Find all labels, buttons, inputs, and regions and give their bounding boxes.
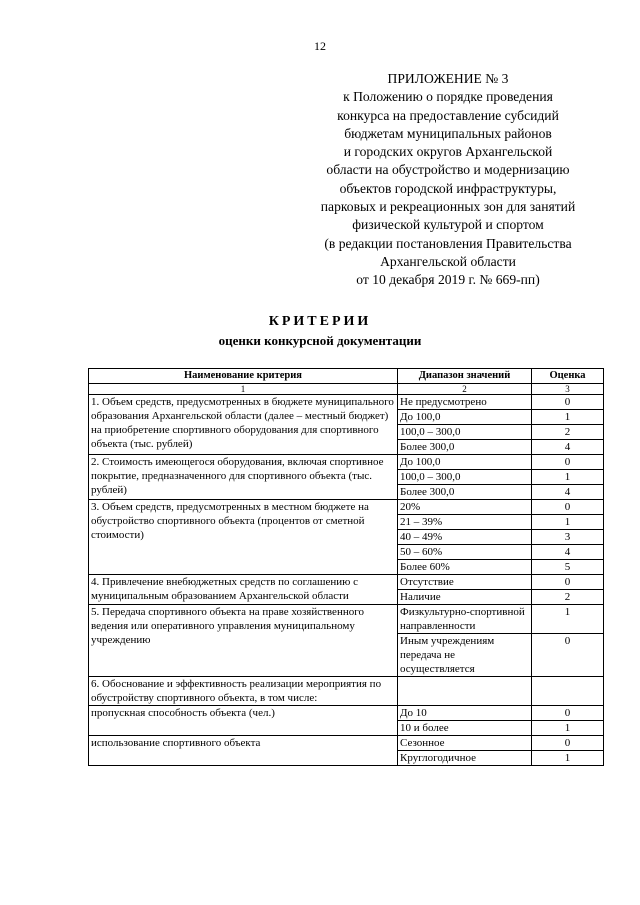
score: 0	[532, 736, 604, 751]
criterion-name: 2. Стоимость имеющегося оборудования, включая спортивное покрытие, предназначенного для спортивного объекта (тыс. рублей)	[89, 455, 398, 500]
value-range: 20%	[398, 500, 532, 515]
appendix-line: и городских округов Архангельской	[343, 144, 553, 160]
score: 4	[532, 485, 604, 500]
appendix-line: от 10 декабря 2019 г. № 669-пп)	[356, 272, 540, 288]
criterion-name: 5. Передача спортивного объекта на праве хозяйственного ведения или оперативного управления муниципальному учреждению	[89, 605, 398, 677]
score: 0	[532, 500, 604, 515]
column-number-row	[89, 384, 604, 395]
value-range: Отсутствие	[398, 575, 532, 590]
table-row	[89, 395, 604, 410]
score: 2	[532, 425, 604, 440]
document-subtitle: оценки конкурсной документации	[218, 333, 422, 348]
value-range: Наличие	[398, 590, 532, 605]
value-range: Более 60%	[398, 560, 532, 575]
value-range: 10 и более	[398, 721, 532, 736]
header-score: Оценка	[532, 369, 604, 384]
appendix-header	[298, 70, 598, 290]
appendix-line: конкурса на предоставление субсидий	[337, 107, 559, 123]
value-range	[398, 677, 532, 706]
value-range: До 10	[398, 706, 532, 721]
appendix-line: Архангельской области	[380, 253, 516, 269]
value-range: Иным учреждениям передача не осуществляется	[398, 634, 532, 677]
column-number: 1	[89, 384, 398, 395]
appendix-line: области на обустройство и модернизацию	[326, 162, 570, 178]
table-row	[89, 455, 604, 470]
criterion-name: 4. Привлечение внебюджетных средств по соглашению с муниципальным образованием Архангельской области	[89, 575, 398, 605]
table-row	[89, 736, 604, 751]
value-range: До 100,0	[398, 455, 532, 470]
page-number: 12	[314, 39, 326, 53]
appendix-line: ПРИЛОЖЕНИЕ № 3	[387, 71, 509, 86]
table-row	[89, 500, 604, 515]
score: 1	[532, 721, 604, 736]
value-range: Не предусмотрено	[398, 395, 532, 410]
criterion-name: использование спортивного объекта	[89, 736, 398, 766]
appendix-line: парковых и рекреационных зон для занятий	[320, 199, 576, 215]
document-title: КРИТЕРИИ	[268, 314, 372, 329]
criteria-table-body	[89, 395, 604, 766]
score: 1	[532, 751, 604, 766]
table-row	[89, 575, 604, 590]
appendix-line: объектов городской инфраструктуры,	[339, 180, 557, 196]
score: 1	[532, 410, 604, 425]
value-range: 100,0 – 300,0	[398, 425, 532, 440]
criterion-name: 3. Объем средств, предусмотренных в местном бюджете на обустройство спортивного объекта (процентов от сметной стоимости)	[89, 500, 398, 575]
criterion-name: 6. Обоснование и эффективность реализации мероприятия по обустройству спортивного объекта, в том числе:	[89, 677, 398, 706]
header-value-range: Диапазон значений	[398, 369, 532, 384]
criteria-table	[88, 368, 604, 766]
header-criterion-name: Наименование критерия	[89, 369, 398, 384]
appendix-line: (в редакции постановления Правительства	[324, 235, 572, 251]
table-row	[89, 605, 604, 634]
column-number: 2	[398, 384, 532, 395]
score: 1	[532, 470, 604, 485]
score: 4	[532, 545, 604, 560]
table-header-row	[89, 369, 604, 384]
score: 3	[532, 530, 604, 545]
value-range: Сезонное	[398, 736, 532, 751]
criterion-name: 1. Объем средств, предусмотренных в бюджете муниципального образования Архангельской области (далее – местный бюджет) на приобретение спортивного оборудования для спортивного объекта (тыс. рублей)	[89, 395, 398, 455]
score: 1	[532, 515, 604, 530]
column-number: 3	[532, 384, 604, 395]
appendix-line: бюджетам муниципальных районов	[344, 125, 552, 141]
value-range: 100,0 – 300,0	[398, 470, 532, 485]
score: 0	[532, 455, 604, 470]
value-range: 21 – 39%	[398, 515, 532, 530]
value-range: Более 300,0	[398, 440, 532, 455]
score: 0	[532, 575, 604, 590]
score: 1	[532, 605, 604, 634]
score: 0	[532, 395, 604, 410]
criterion-name: пропускная способность объекта (чел.)	[89, 706, 398, 736]
value-range: Физкультурно-спортивной направленности	[398, 605, 532, 634]
value-range: Более 300,0	[398, 485, 532, 500]
score: 0	[532, 706, 604, 721]
table-row	[89, 677, 604, 706]
score	[532, 677, 604, 706]
score: 5	[532, 560, 604, 575]
value-range: 50 – 60%	[398, 545, 532, 560]
score: 4	[532, 440, 604, 455]
score: 0	[532, 634, 604, 677]
value-range: 40 – 49%	[398, 530, 532, 545]
score: 2	[532, 590, 604, 605]
appendix-line: физической культурой и спортом	[352, 217, 544, 233]
table-row	[89, 706, 604, 721]
value-range: До 100,0	[398, 410, 532, 425]
value-range: Круглогодичное	[398, 751, 532, 766]
appendix-line: к Положению о порядке проведения	[343, 89, 553, 105]
